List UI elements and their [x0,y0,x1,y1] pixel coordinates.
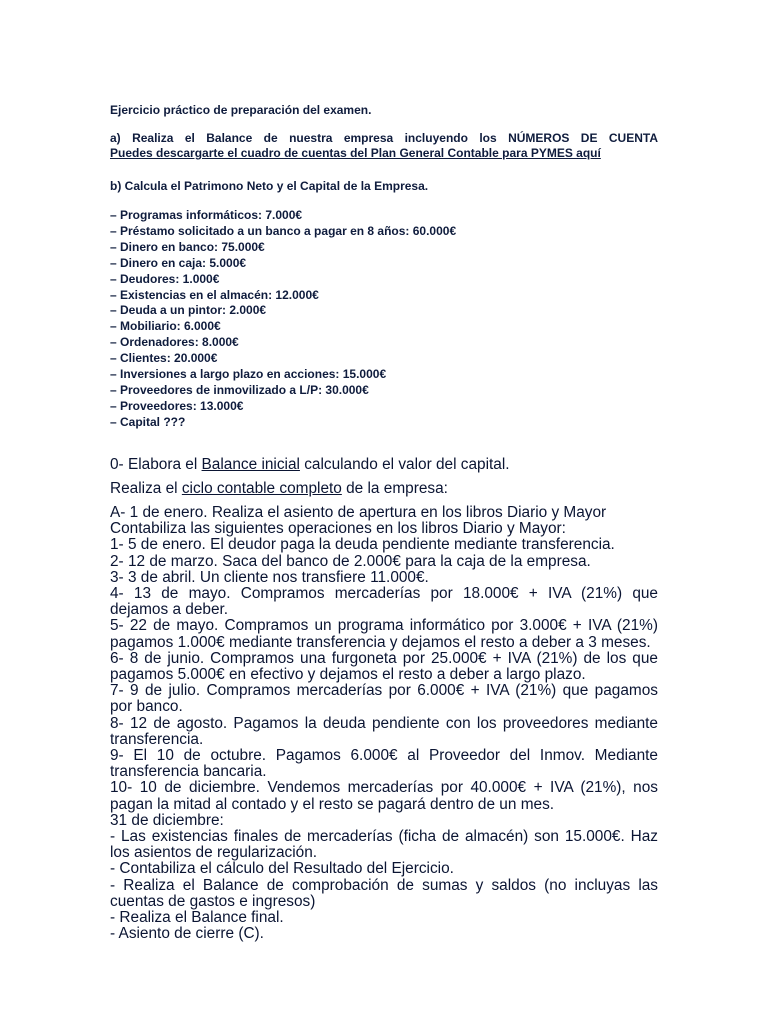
list-item: – Programas informáticos: 7.000€ [110,208,303,222]
text-line: pagan la mitad al contado y el resto se pagará dentro de un mes. [110,795,555,813]
ciclo-contable-link[interactable]: ciclo contable completo [181,480,342,497]
text-line: pagamos 1.000€ mediante transferencia y dejamos el resto a deber a 3 meses. [110,633,651,651]
list-item: – Proveedores de inmovilizado a L/P: 30.000€ [110,382,369,397]
text-line: por banco. [110,698,183,716]
text-line: dejamos a deber. [110,601,229,619]
instruction-a-text: a) Realiza el Balance de nuestra empresa incluyendo los NÚMEROS DE CUENTA [110,131,658,145]
text-line: 8- 12 de agosto. Pagamos la deuda pendiente con los proveedores mediante [110,714,658,732]
list-item: – Existencias en el almacén: 12.000€ [110,287,319,302]
operations-block [110,505,658,942]
text-line: 1- 5 de enero. El deudor paga la deuda pendiente mediante transferencia. [110,536,615,554]
list-item: – Dinero en caja: 5.000€ [110,255,247,270]
text-line: - Realiza el Balance final. [110,909,284,927]
list-item: – Clientes: 20.000€ [110,351,218,366]
balance-inicial-link[interactable]: Balance inicial [201,456,300,473]
text-line: 10- 10 de diciembre. Vendemos mercaderías por 40.000€ + IVA (21%), nos [110,779,658,797]
instruction-a [110,131,658,161]
text-line: Contabiliza las siguientes operaciones en los libros Diario y Mayor: [110,520,566,538]
text-line: 7- 9 de julio. Compramos mercaderías por 6.000€ + IVA (21%) que pagamos [110,682,658,700]
text-line: 4- 13 de mayo. Compramos mercaderías por 18.000€ + IVA (21%) que [110,585,658,603]
instruction-b: b) Calcula el Patrimono Neto y el Capital de la Empresa. [110,179,429,193]
text-line: transferencia bancaria. [110,763,267,781]
list-item: – Capital ??? [110,414,186,429]
list-item: – Inversiones a largo plazo en acciones: 15.000€ [110,367,387,382]
text-line: - Contabiliza el cálculo del Resultado del Ejercicio. [110,860,454,878]
list-item: – Préstamo solicitado a un banco a pagar en 8 años: 60.000€ [110,223,457,238]
asset-liability-list [110,208,456,431]
text-line: - Las existencias finales de mercaderías (ficha de almacén) son 15.000€. Haz [110,828,658,846]
text-line: 6- 8 de junio. Compramos una furgoneta por 25.000€ + IVA (21%) de los que [110,649,658,667]
text-line: cuentas de gastos e ingresos) [110,892,316,910]
text-line: - Asiento de cierre (C). [110,925,264,943]
text-line: A- 1 de enero. Realiza el asiento de apertura en los libros Diario y Mayor [110,504,607,521]
list-item: – Deudores: 1.000€ [110,271,220,286]
list-item: – Dinero en banco: 75.000€ [110,239,265,254]
text-line: 31 de diciembre: [110,811,224,829]
text-line: 3- 3 de abril. Un cliente nos transfiere 11.000€. [110,568,429,586]
text-line: pagamos 5.000€ en efectivo y dejamos el resto a deber a largo plazo. [110,666,586,684]
text-line: los asientos de regularización. [110,844,318,862]
text-line: 5- 22 de mayo. Compramos un programa informático por 3.000€ + IVA (21%) [110,617,658,635]
text-line: 9- El 10 de octubre. Pagamos 6.000€ al Proveedor del Inmov. Mediante [110,747,658,765]
list-item: – Ordenadores: 8.000€ [110,335,239,350]
text-line: 2- 12 de marzo. Saca del banco de 2.000€ para la caja de la empresa. [110,552,591,570]
text-line: - Realiza el Balance de comprobación de sumas y saldos (no incluyas las [110,876,658,894]
cycle-intro: Realiza el ciclo contable completo de la empresa: [110,480,448,497]
list-item: – Mobiliario: 6.000€ [110,319,221,334]
exercise-title: Ejercicio práctico de preparación del examen. [110,103,372,117]
list-item: – Proveedores: 13.000€ [110,398,244,413]
list-item: – Deuda a un pintor: 2.000€ [110,303,267,318]
chart-of-accounts-link[interactable]: Puedes descargarte el cuadro de cuentas del Plan General Contable para PYMES aquí [110,146,601,160]
text-line: transferencia. [110,730,204,748]
step-0: 0- Elabora el Balance inicial calculando el valor del capital. [110,456,510,473]
